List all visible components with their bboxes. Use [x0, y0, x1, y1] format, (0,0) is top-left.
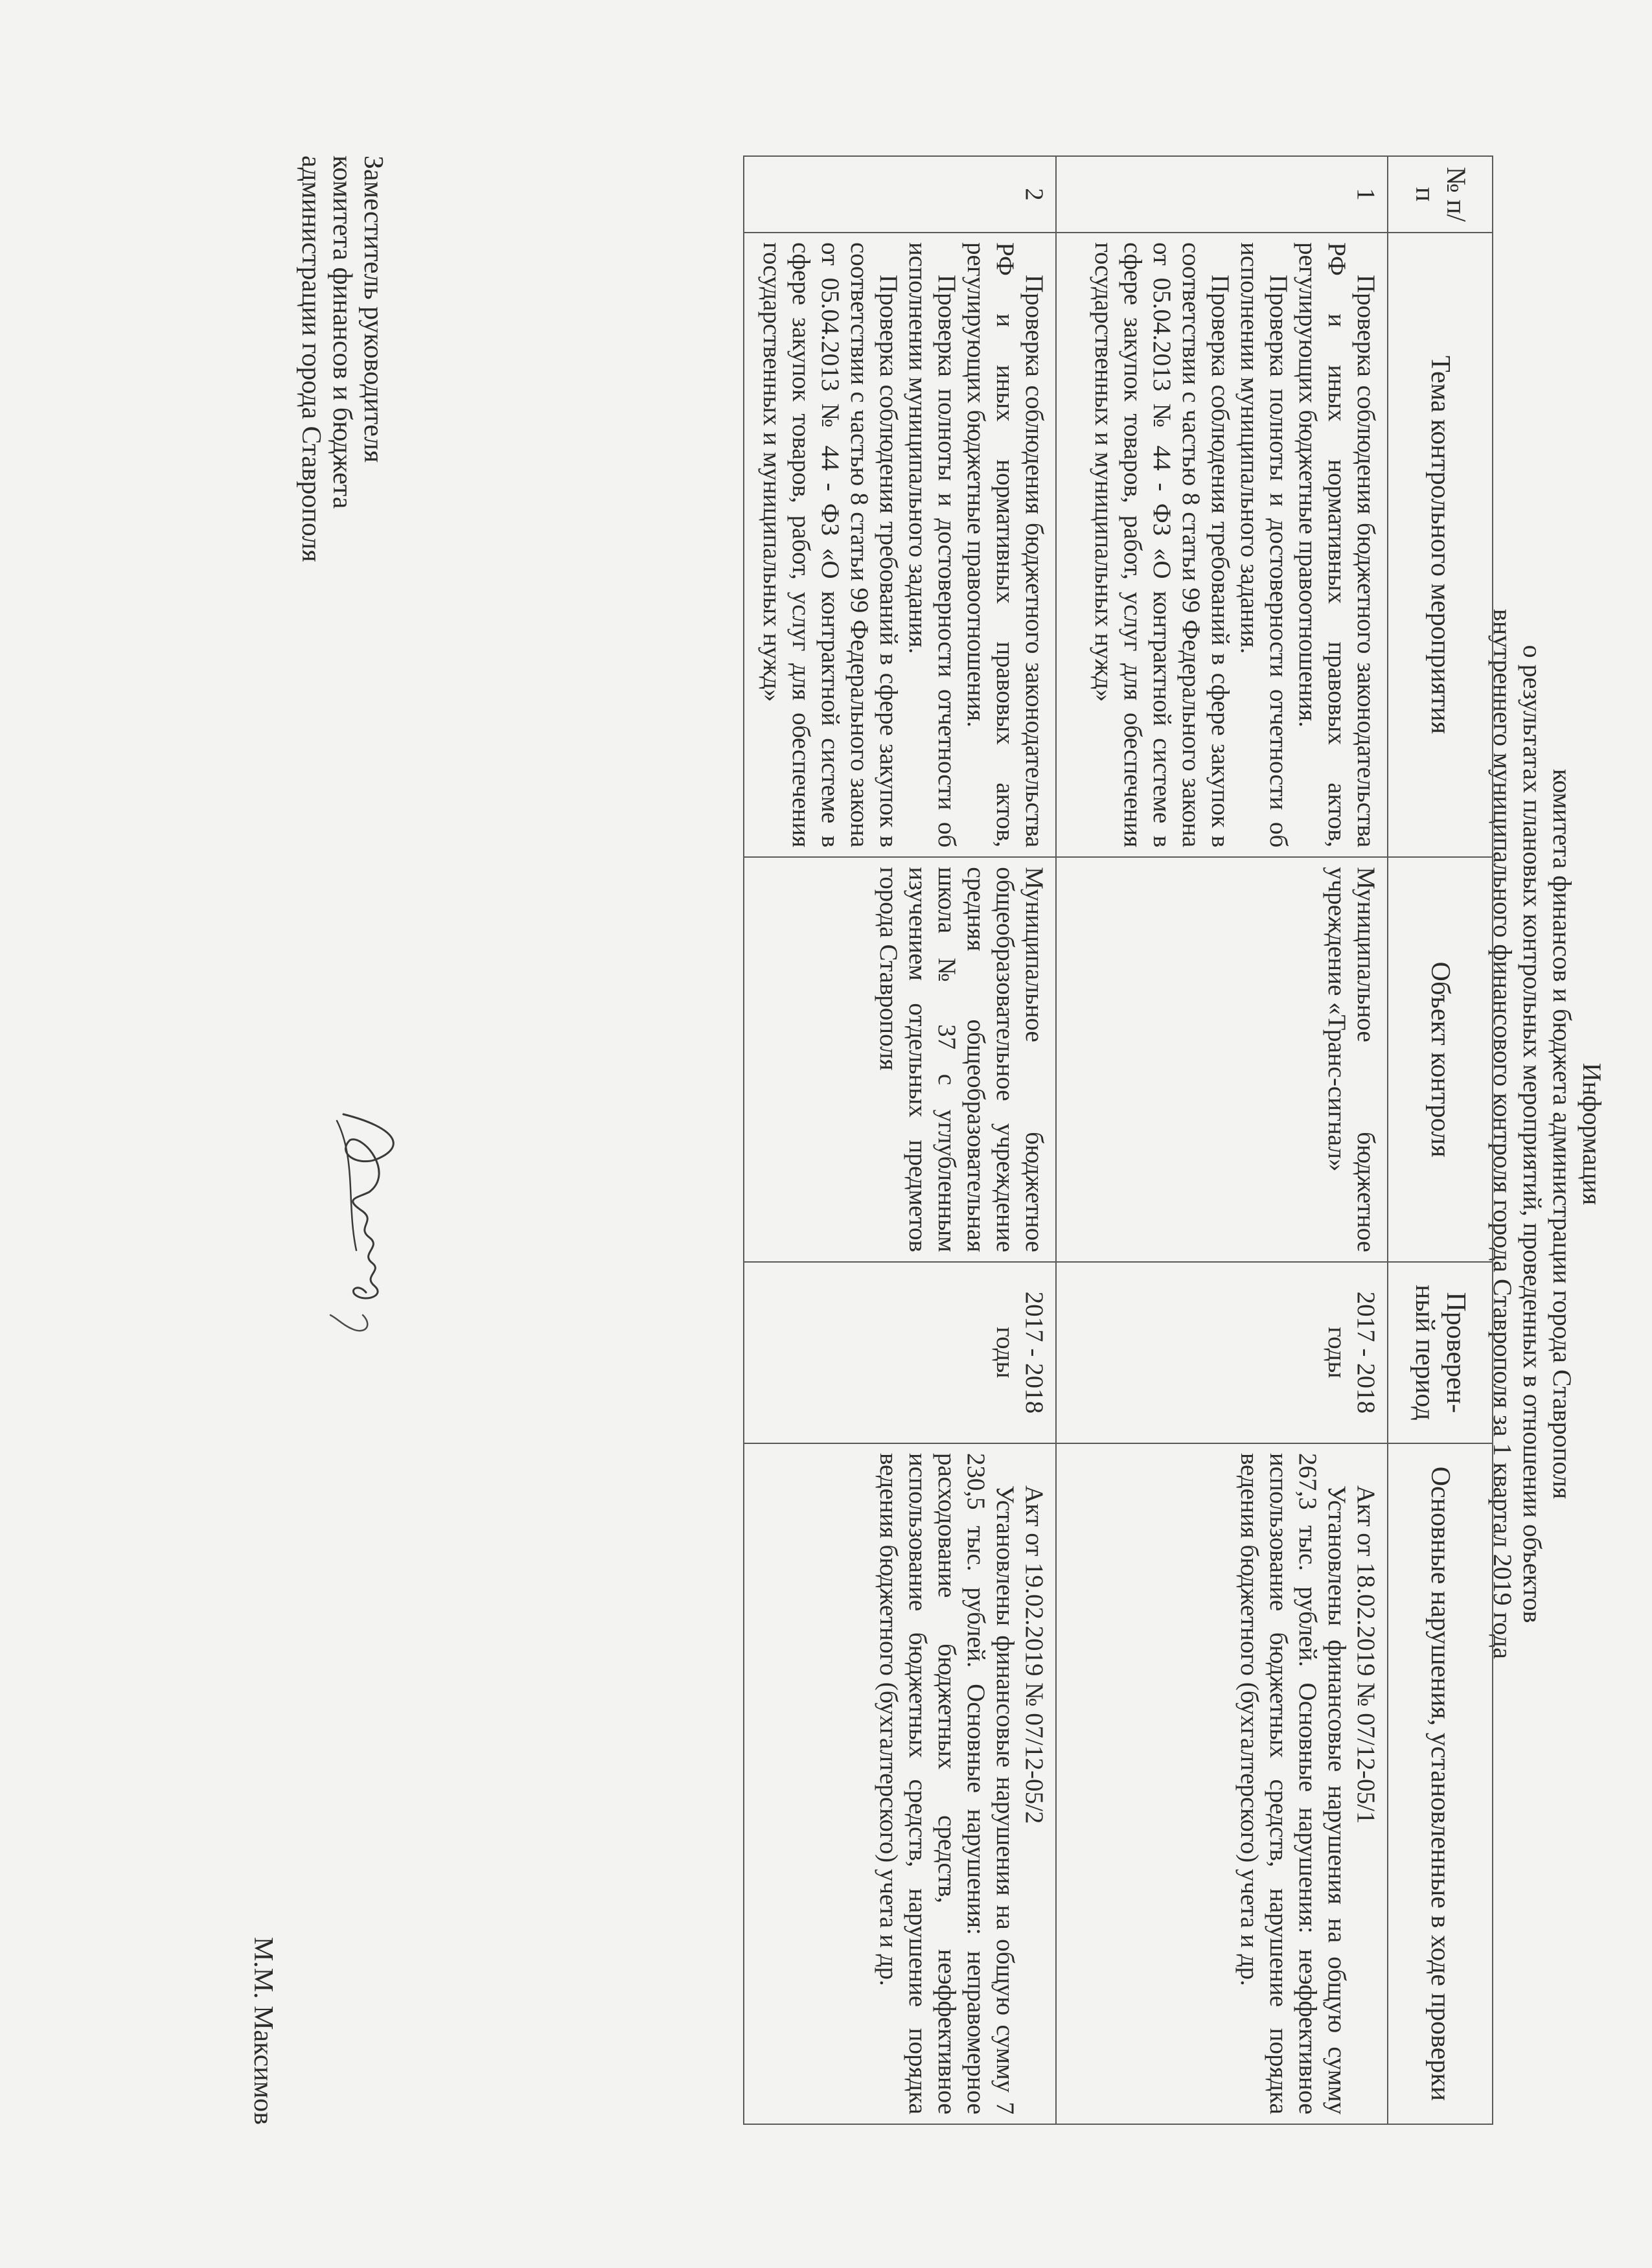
row-topic [744, 233, 1056, 857]
title-line-1: Информация [1577, 1062, 1607, 1206]
row-period: 2017 - 2018 годы [1056, 1262, 1388, 1443]
signatory-name: М.М. Максимов [248, 1936, 278, 2125]
handwritten-signature [304, 1101, 434, 1347]
topic-paragraph: Проверка соблюдения требований в сфере закупок в соответствии с частью 8 статьи 99 Федерального закона от 05.04.2013 № 44 - ФЗ «О контрактной системе в сфере закупок товаров, работ, услуг для обеспечения государственных и муниципальных нужд» [1090, 242, 1234, 848]
position-line-1: Заместитель руководителя [358, 155, 388, 463]
row-num: 1 [1056, 156, 1388, 233]
act-reference: Акт от 19.02.2019 № 07/12-05/2 [1020, 1485, 1048, 1824]
topic-paragraph: Проверка соблюдения требований в сфере закупок в соответствии с частью 8 статьи 99 Федерального закона от 05.04.2013 № 44 - ФЗ «О контрактной системе в сфере закупок товаров, работ, услуг для обеспечения государственных и муниципальных нужд» [758, 242, 902, 848]
row-violations [1056, 1443, 1388, 2124]
row-num: 2 [744, 156, 1056, 233]
title-line-3: о результатах плановых контрольных мероприятий, проведенных в отношении объектов [1518, 645, 1547, 1623]
row-topic [1056, 233, 1388, 857]
table-header-row [1388, 156, 1493, 2124]
table-row [1056, 156, 1388, 2124]
position-line-3: администрации города Ставрополя [296, 155, 326, 562]
topic-paragraph: Проверка полноты и достоверности отчетности об исполнении муниципального задания. [1235, 242, 1292, 848]
header-topic: Тема контрольного мероприятия [1388, 233, 1493, 857]
position-line-2: комитета финансов и бюджета [327, 155, 357, 509]
topic-paragraph: Проверка соблюдения бюджетного законодательства РФ и иных нормативных правовых актов, регулирующих бюджетные правоотношения. [962, 242, 1048, 848]
row-object: Муниципальное бюджетное учреждение «Транс-сигнал» [1056, 857, 1388, 1262]
header-period: Проверен-ный период [1388, 1262, 1493, 1443]
document-title [1487, 0, 1607, 2268]
title-line-4: внутреннего муниципального финансового контроля города Ставрополя за 1 квартал 2019 года [1488, 608, 1517, 1660]
violations-text: Установлены финансовые нарушения на общую сумму 267,3 тыс. рублей. Основные нарушения: неэффективное использование бюджетных средств, нарушение порядка ведения бюджетного (бухгалтерского) учета и др. [1235, 1452, 1351, 2114]
control-measures-table [743, 155, 1493, 2125]
table-row [744, 156, 1056, 2124]
row-violations [744, 1443, 1056, 2124]
header-violations: Основные нарушения, установленные в ходе проверки [1388, 1443, 1493, 2124]
act-reference: Акт от 18.02.2019 № 07/12-05/1 [1352, 1485, 1380, 1824]
topic-paragraph: Проверка соблюдения бюджетного законодательства РФ и иных нормативных правовых актов, регулирующих бюджетные правоотношения. [1294, 242, 1380, 848]
header-object: Объект контроля [1388, 857, 1493, 1262]
row-period: 2017 - 2018 годы [744, 1262, 1056, 1443]
violations-text: Установлены финансовые нарушения на общую сумму 7 230,5 тыс. рублей. Основные нарушения: неправомерное расходование бюджетных средств, неэффективное использование бюджетных средств, нарушение порядка ведения бюджетного (бухгалтерского) учета и др. [875, 1452, 1019, 2114]
signatory-position [295, 155, 389, 562]
row-object: Муниципальное бюджетное общеобразовательное учреждение средняя общеобразовательная школа № 37 с углубленным изучением отдельных предметов города Ставрополя [744, 857, 1056, 1262]
title-line-2: комитета финансов и бюджета администрации города Ставрополя [1548, 768, 1577, 1500]
header-num: № п/п [1388, 156, 1493, 233]
topic-paragraph: Проверка полноты и достоверности отчетности об исполнении муниципального задания. [904, 242, 961, 848]
